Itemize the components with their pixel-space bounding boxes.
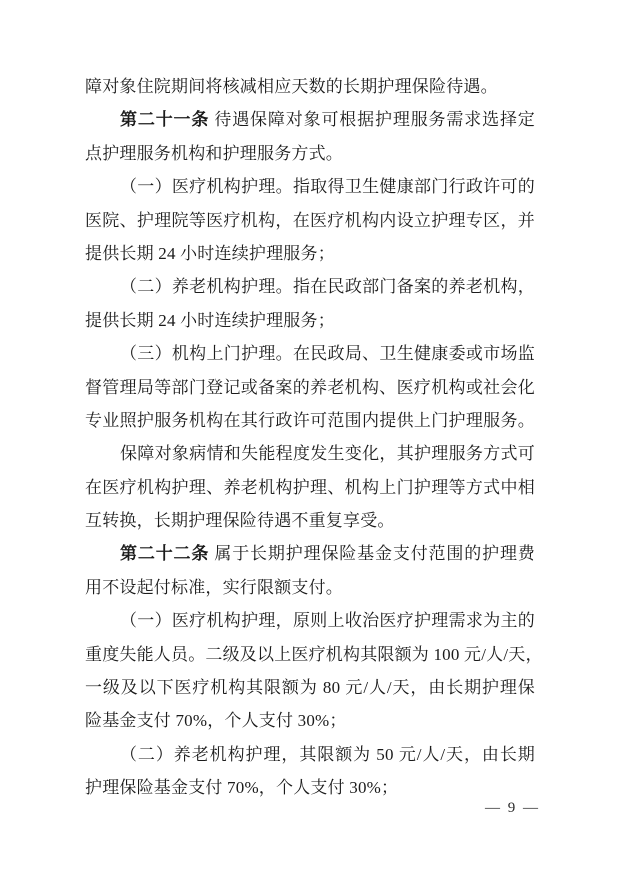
text-line: 互转换，长期护理保险待遇不重复享受。	[85, 511, 395, 531]
text-line: 在医疗机构护理、养老机构护理、机构上门护理等方式中相	[85, 477, 535, 497]
text-line: （二）养老机构护理。指在民政部门备案的养老机构，	[120, 277, 535, 297]
text-line: （二）养老机构护理，其限额为 50 元/人/天，由长期	[120, 744, 535, 764]
text-line: 督管理局等部门登记或备案的养老机构、医疗机构或社会化	[85, 377, 535, 397]
text-line: 险基金支付 70%，个人支付 30%；	[85, 711, 347, 731]
article-heading: 第二十二条	[120, 544, 210, 564]
text-line: 重度失能人员。二级及以上医疗机构其限额为 100 元/人/天，	[85, 644, 543, 664]
article-heading: 第二十一条	[120, 110, 210, 130]
text-line: 保障对象病情和失能程度发生变化，其护理服务方式可	[120, 444, 535, 464]
text-line: 障对象住院期间将核减相应天数的长期护理保险待遇。	[85, 77, 498, 96]
document-body	[85, 70, 543, 805]
text-line: （三）机构上门护理。在民政局、卫生健康委或市场监	[120, 344, 535, 364]
text-line: （一）医疗机构护理，原则上收治医疗护理需求为主的	[120, 611, 535, 631]
text-line: 提供长期 24 小时连续护理服务；	[85, 310, 335, 330]
text-line: 用不设起付标准，实行限额支付。	[85, 577, 343, 597]
text-line: 提供长期 24 小时连续护理服务；	[85, 243, 335, 263]
text-line: 第二十二条 属于长期护理保险基金支付范围的护理费	[120, 544, 535, 564]
text-line: 专业照护服务机构在其行政许可范围内提供上门护理服务。	[85, 410, 535, 430]
text-line: 护理保险基金支付 70%，个人支付 30%；	[85, 778, 399, 798]
page-number: — 9 —	[485, 800, 540, 816]
text-line: （一）医疗机构护理。指取得卫生健康部门行政许可的	[120, 177, 535, 197]
text-line: 医院、护理院等医疗机构，在医疗机构内设立护理专区，并	[85, 210, 535, 230]
text-line: 一级及以下医疗机构其限额为 80 元/人/天，由长期护理保	[85, 678, 535, 698]
text-line: 点护理服务机构和护理服务方式。	[85, 143, 343, 163]
text-line: 第二十一条 待遇保障对象可根据护理服务需求选择定	[120, 110, 535, 130]
